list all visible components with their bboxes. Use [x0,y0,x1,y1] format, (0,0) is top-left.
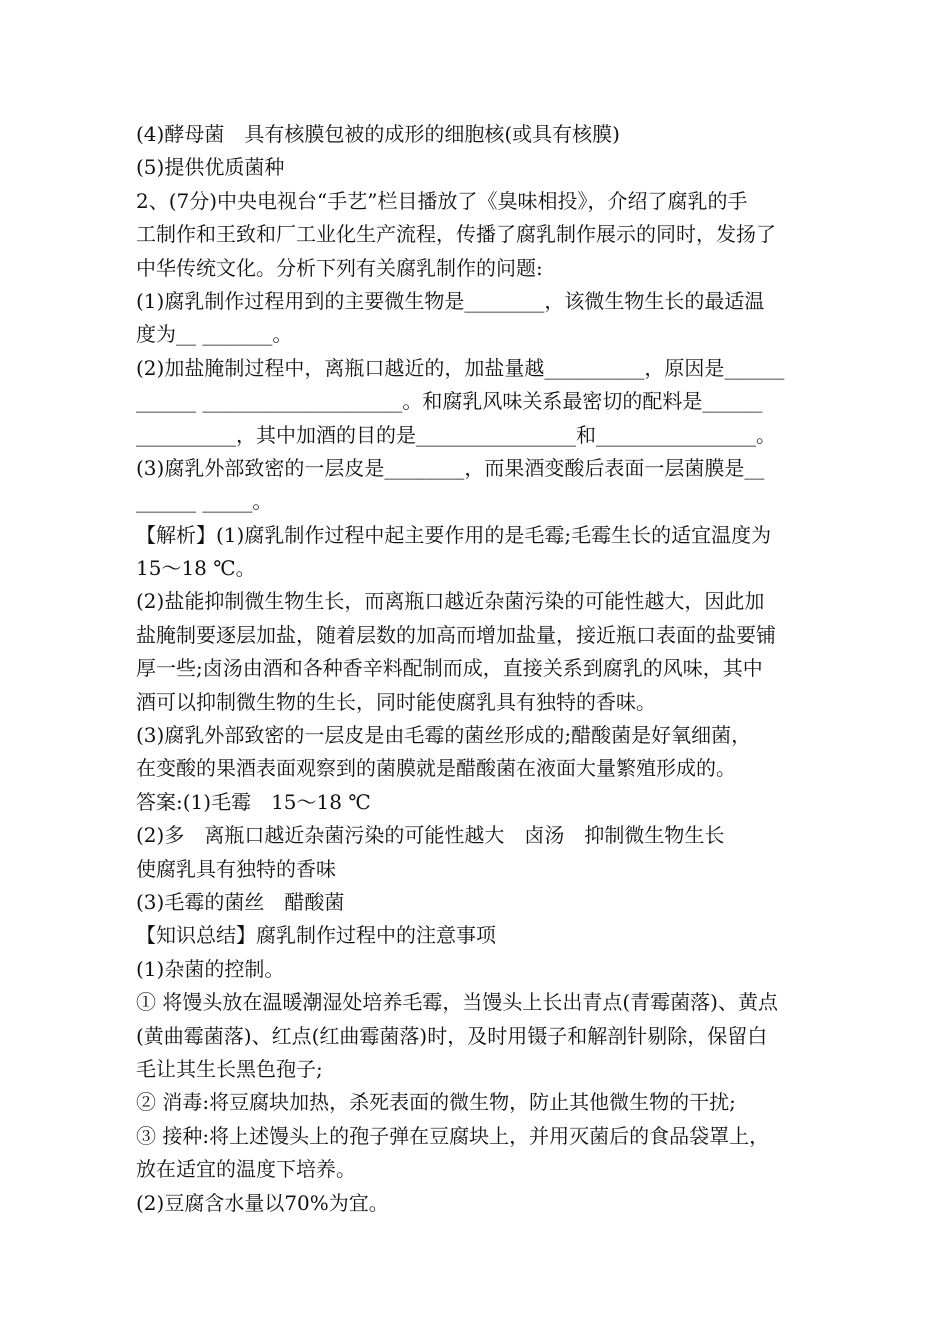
text-line: ① 将馒头放在温暖潮湿处培养毛霉，当馒头上长出青点(青霉菌落)、黄点 [136,990,778,1015]
summary-heading: 【知识总结】腐乳制作过程中的注意事项 [136,923,496,948]
text-line: (1)杂菌的控制。 [136,956,285,981]
text-line: (3)腐乳外部致密的一层皮是由毛霉的菌丝形成的;醋酸菌是好氧细菌， [136,723,752,748]
text-line: (4)酵母菌 具有核膜包被的成形的细胞核(或具有核膜) [136,122,620,146]
text-line: 15～18 ℃。 [136,556,256,581]
question-part-2: (2)加盐腌制过程中，离瓶口越近的，加盐量越__________，原因是______ [136,355,785,380]
document-body [136,118,840,1220]
text-line: (5)提供优质菌种 [136,155,285,180]
text-line: (2)豆腐含水量以70%为宜。 [136,1190,389,1215]
text-line: (3)毛霉的菌丝 醋酸菌 [136,889,345,914]
text-line: 放在适宜的温度下培养。 [136,1157,356,1182]
text-line: ③ 接种:将上述馒头上的孢子弹在豆腐块上，并用灭菌后的食品袋罩上， [136,1123,770,1148]
question-part-1: (1)腐乳制作过程用到的主要微生物是________，该微生物生长的最适温 [136,288,765,313]
question-part-3: (3)腐乳外部致密的一层皮是________，而果酒变酸后表面一层菌膜是__ [136,455,765,480]
text-line: 毛让其生长黑色孢子; [136,1056,323,1081]
text-line: 厚一些;卤汤由酒和各种香辛料配制而成，直接关系到腐乳的风味，其中 [136,656,763,681]
text-line: (黄曲霉菌落)、红点(红曲霉菌落)时，及时用镊子和解剖针剔除，保留白 [136,1023,768,1048]
question-heading: 2、(7分)中央电视台“手艺”栏目播放了《臭味相投》，介绍了腐乳的手 [136,188,748,213]
text-line: ② 消毒:将豆腐块加热，杀死表面的微生物，防止其他微生物的干扰; [136,1090,736,1115]
answer-heading: 答案:(1)毛霉 15～18 ℃ [136,789,371,814]
text-line: __________，其中加酒的目的是________________和________________。 [136,422,776,447]
text-line: 盐腌制要逐层加盐，随着层数的加高而增加盐量，接近瓶口表面的盐要铺 [136,622,776,647]
text-line: ______ ____________________。和腐乳风味关系最密切的配料是______ [136,389,763,414]
text-line: 在变酸的果酒表面观察到的菌膜就是醋酸菌在液面大量繁殖形成的。 [136,756,736,781]
text-line: ______ _____。 [136,489,273,514]
text-line: 中华传统文化。分析下列有关腐乳制作的问题: [136,255,543,280]
analysis-heading: 【解析】(1)腐乳制作过程中起主要作用的是毛霉;毛霉生长的适宜温度为 [136,522,772,547]
text-line: 酒可以抑制微生物的生长，同时能使腐乳具有独特的香味。 [136,689,656,714]
text-line: 使腐乳具有独特的香味 [136,856,336,881]
text-line: (2)盐能抑制微生物生长，而离瓶口越近杂菌污染的可能性越大，因此加 [136,589,765,614]
text-line: (2)多 离瓶口越近杂菌污染的可能性越大 卤汤 抑制微生物生长 [136,823,725,848]
text-line: 度为__ _______。 [136,322,293,347]
text-line: 工制作和王致和厂工业化生产流程，传播了腐乳制作展示的同时，发扬了 [136,222,776,247]
